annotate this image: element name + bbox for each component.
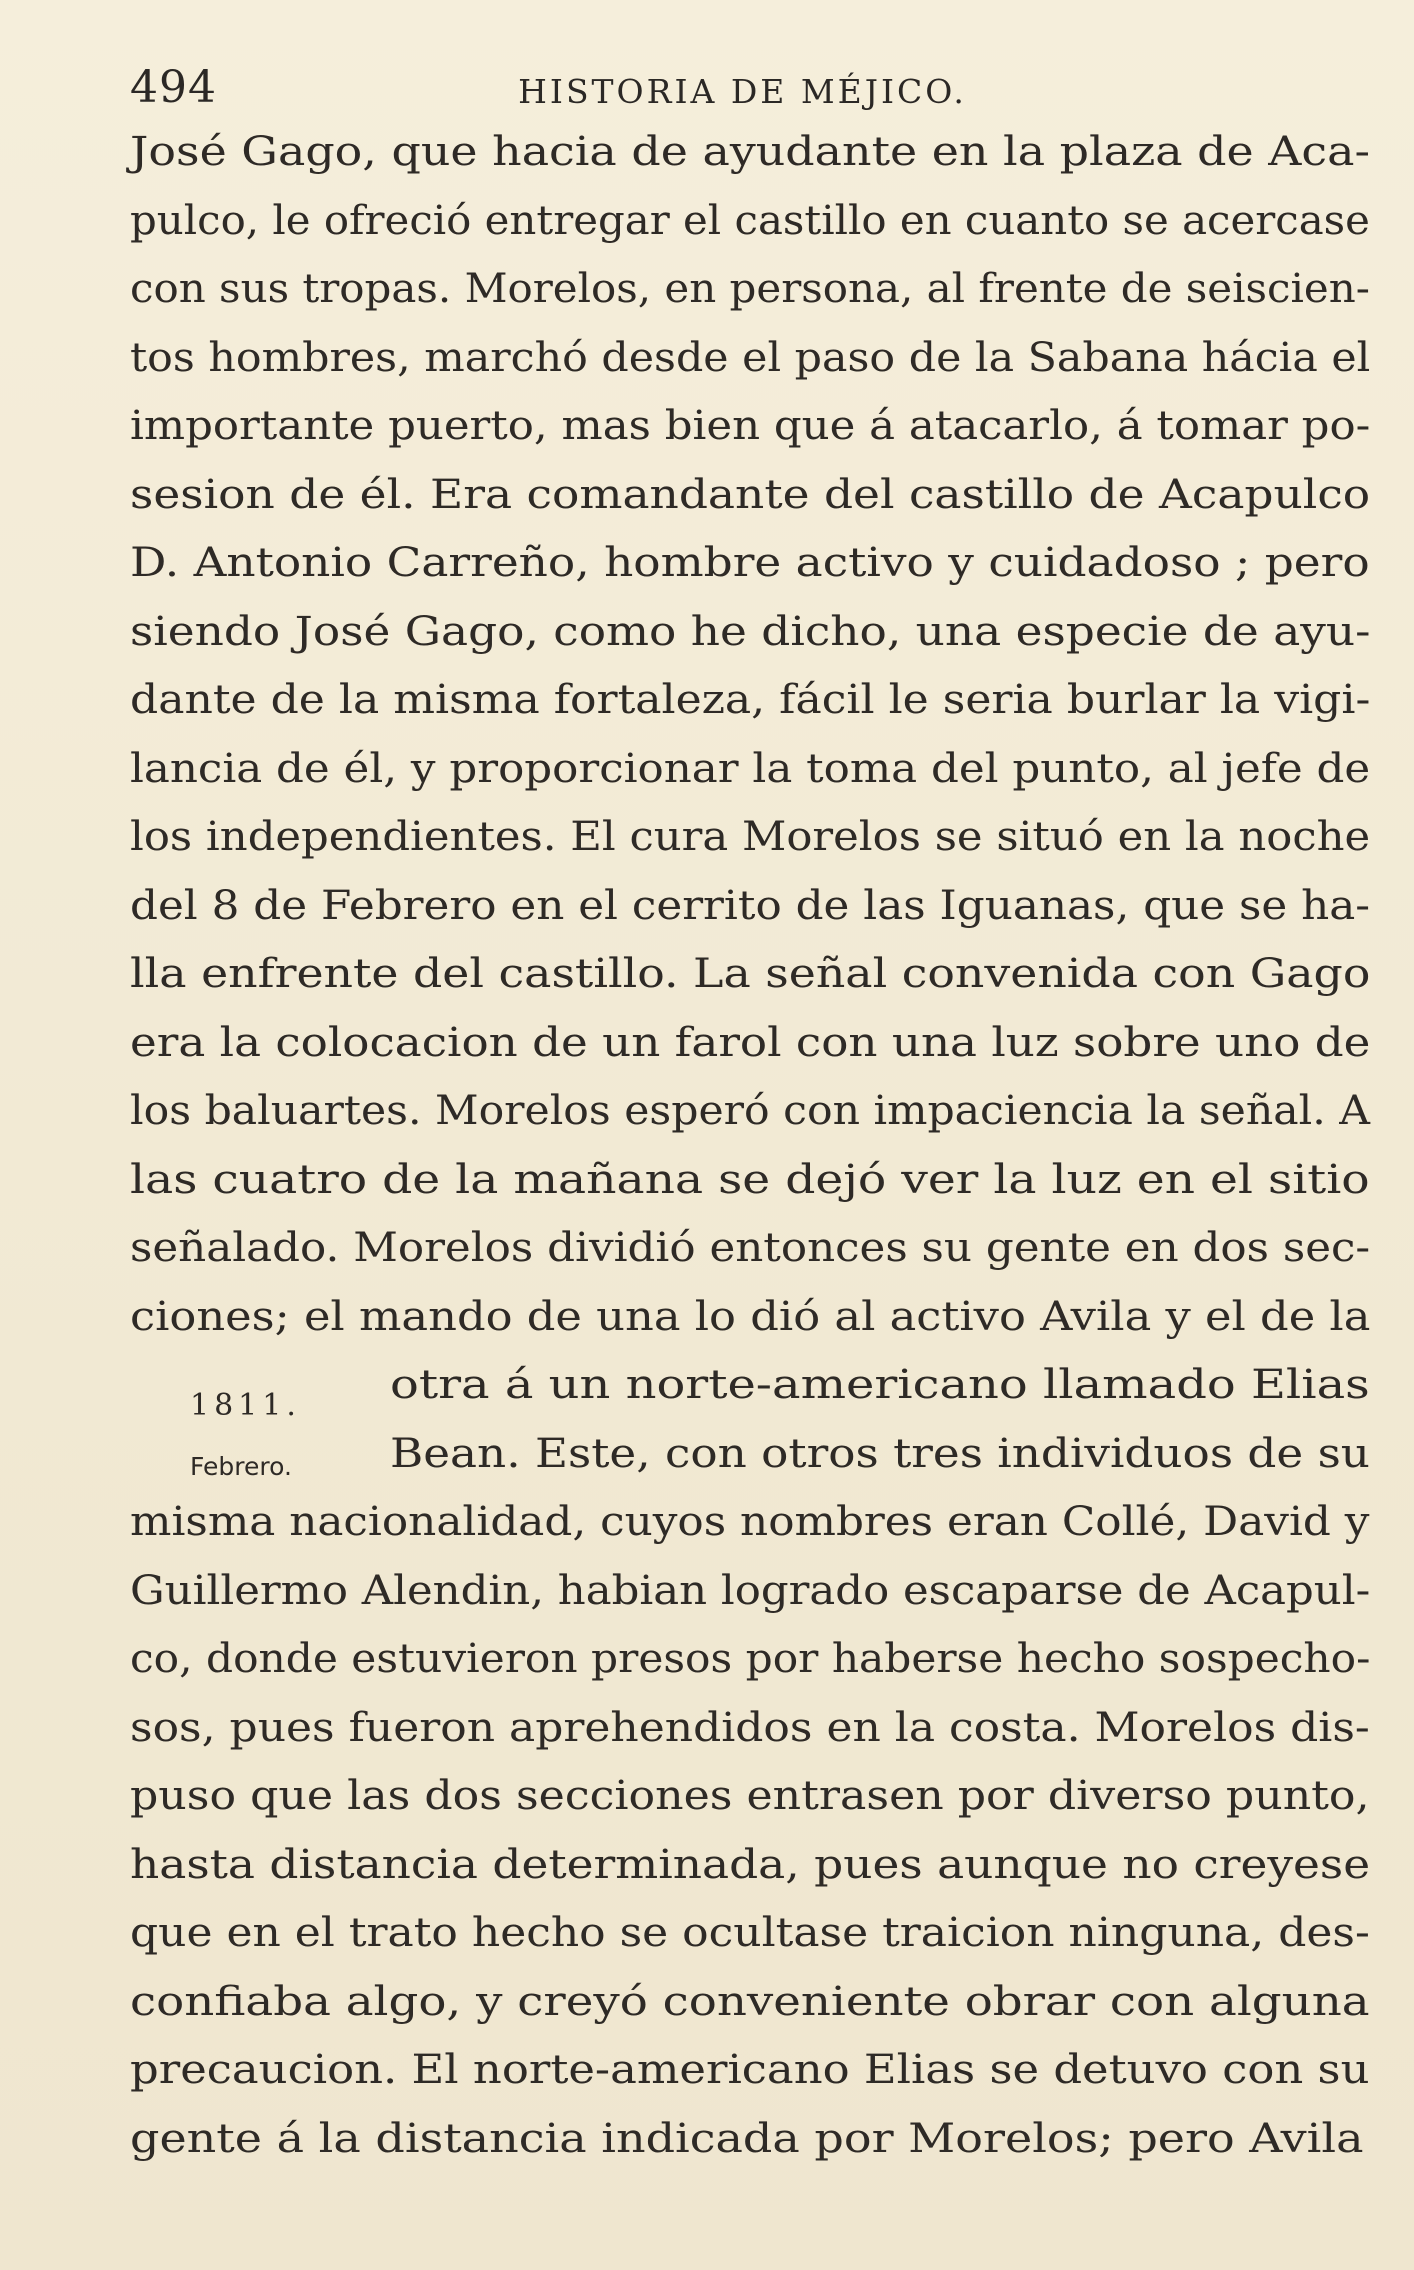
text-line: gente á la distancia indicada por Morelos; pero Avila [130,2115,1364,2162]
margin-note-year: 1811. [190,1388,301,1423]
text-line: del 8 de Febrero en el cerrito de las Iguanas, que se ha- [130,882,1371,929]
text-line: sos, pues fueron aprehendidos en la costa. Morelos dis- [130,1704,1370,1751]
text-line: co, donde estuvieron presos por haberse hecho sospecho- [130,1636,1371,1682]
text-line: los independientes. El cura Morelos se situó en la noche [130,814,1371,860]
text-line: dante de la misma fortaleza, fácil le seria burlar la vigi- [130,677,1371,723]
text-line: pulco, le ofreció entregar el castillo en cuanto se acercase [130,197,1370,244]
text-line: puso que las dos secciones entrasen por diverso punto, [130,1773,1370,1819]
page-number: 494 [130,62,217,113]
margin-note-month: Febrero. [190,1452,292,1481]
text-line: tos hombres, marchó desde el paso de la Sabana hácia el [130,334,1371,381]
text-line: siendo José Gago, como he dicho, una especie de ayu- [130,608,1371,655]
text-line: precaucion. El norte-americano Elias se detuvo con su [130,2047,1370,2093]
text-line: las cuatro de la mañana se dejó ver la luz en el sitio [130,1156,1370,1203]
text-line: Bean. Este, con otros tres individuos de su [390,1430,1370,1477]
text-line: otra á un norte-americano llamado Elias [390,1362,1370,1408]
text-line: Guillermo Alendin, habian logrado escaparse de Acapul- [130,1567,1371,1614]
text-line: misma nacionalidad, cuyos nombres eran Collé, David y [130,1499,1370,1545]
text-line: señalado. Morelos dividió entonces su gente en dos sec- [130,1225,1371,1271]
text-line: lancia de él, y proporcionar la toma del punto, al jefe de [130,745,1371,792]
text-line: con sus tropas. Morelos, en persona, al frente de seiscien- [130,266,1370,312]
text-line: que en el trato hecho se ocultase traicion ninguna, des- [130,1910,1370,1956]
text-line: José Gago, que hacia de ayudante en la plaza de Aca- [130,129,1370,175]
text-line: sesion de él. Era comandante del castillo de Acapulco [130,471,1371,518]
text-line: lla enfrente del castillo. La señal convenida con Gago [130,951,1371,997]
text-line: ciones; el mando de una lo dió al activo Avila y el de la [130,1293,1371,1340]
text-line: importante puerto, mas bien que á atacarlo, á tomar po- [130,403,1371,449]
text-line: los baluartes. Morelos esperó con impaciencia la señal. A [130,1088,1370,1134]
running-header [130,62,1355,122]
text-line: confiaba algo, y creyó conveniente obrar con alguna [130,1978,1370,2025]
running-title: HISTORIA DE MÉJICO. [518,72,967,111]
text-line: era la colocacion de un farol con una luz sobre uno de [130,1019,1371,1066]
text-line: hasta distancia determinada, pues aunque no creyese [130,1841,1371,1888]
text-line: D. Antonio Carreño, hombre activo y cuidadoso ; pero [130,540,1370,586]
